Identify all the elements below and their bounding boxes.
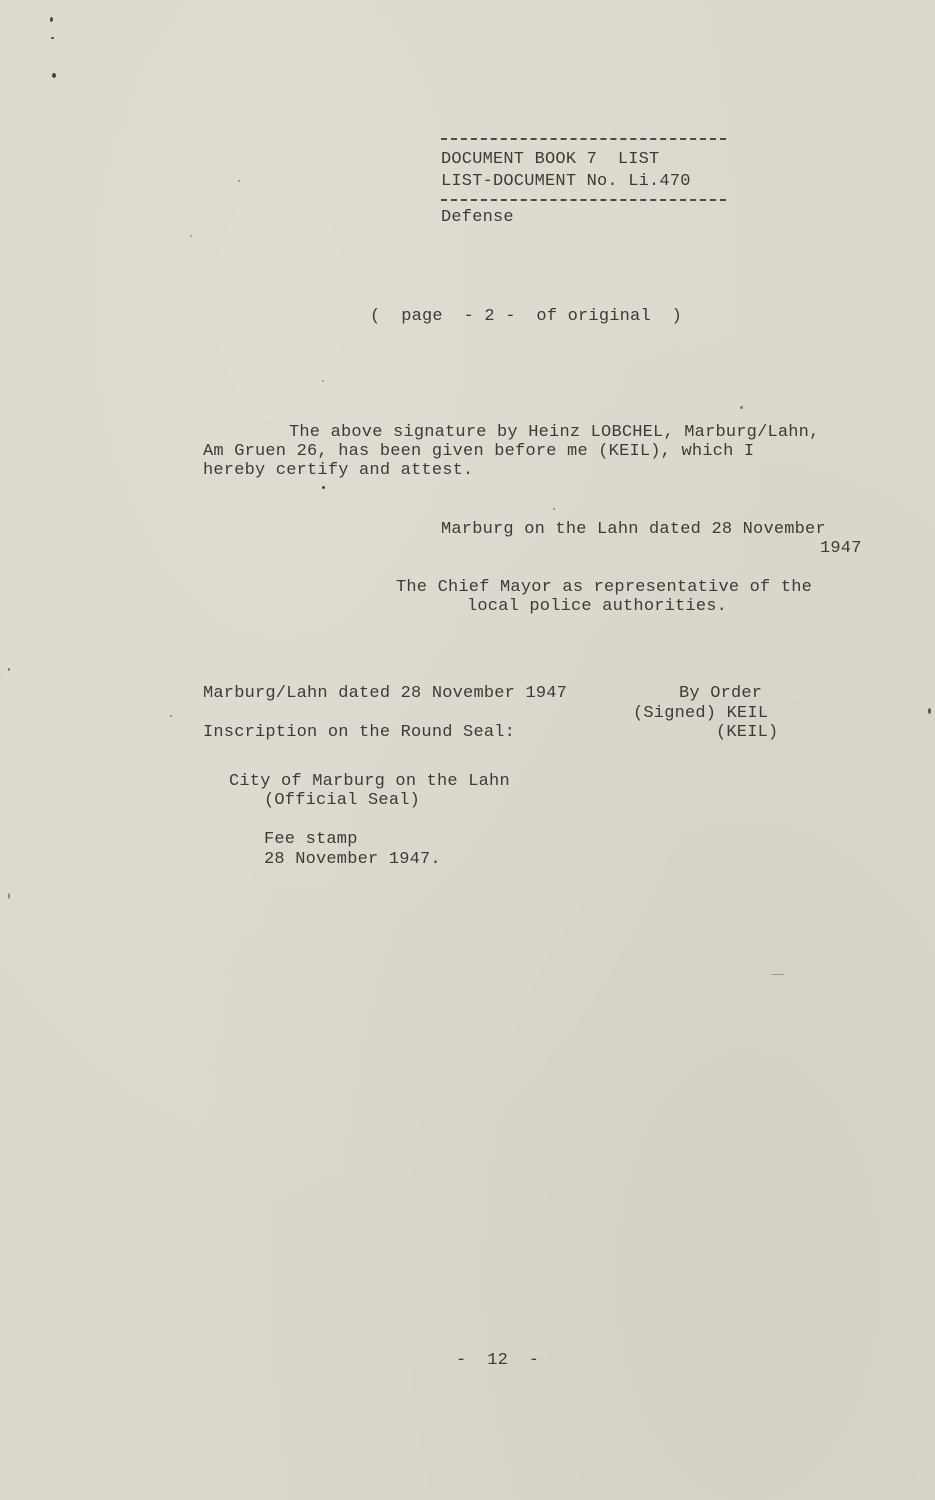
- page-number: - 12 -: [456, 1351, 540, 1370]
- margin-mark: [51, 37, 54, 39]
- certification-line-2: Am Gruen 26, has been given before me (KEIL), which I: [203, 442, 755, 461]
- margin-mark: [238, 180, 240, 182]
- lower-left-date: Marburg/Lahn dated 28 November 1947: [203, 684, 568, 703]
- authority-line-2: local police authorities.: [467, 597, 728, 616]
- signature-signed: (Signed) KEIL: [633, 704, 769, 723]
- margin-mark: [50, 17, 53, 22]
- margin-mark: [190, 235, 192, 237]
- margin-mark: [8, 893, 10, 899]
- margin-mark: [170, 715, 172, 717]
- margin-mark: [52, 73, 56, 78]
- fee-stamp-line-1: Fee stamp: [264, 830, 358, 849]
- header-section: Defense: [441, 208, 514, 227]
- signature-by-order: By Order: [679, 684, 763, 703]
- header-bottom-rule: [441, 199, 726, 201]
- place-date-line-2: 1947: [820, 539, 862, 558]
- seal-inscription-label: Inscription on the Round Seal:: [203, 723, 516, 742]
- authority-line-1: The Chief Mayor as representative of the: [396, 578, 813, 597]
- header-line-1: DOCUMENT BOOK 7 LIST: [441, 150, 660, 169]
- margin-mark: [740, 406, 743, 409]
- certification-line-3: hereby certify and attest.: [203, 461, 474, 480]
- margin-mark: [322, 380, 324, 382]
- margin-mark: [322, 486, 325, 489]
- place-date-line-1: Marburg on the Lahn dated 28 November: [441, 520, 826, 539]
- margin-mark: [553, 508, 555, 510]
- fee-stamp-line-2: 28 November 1947.: [264, 850, 441, 869]
- seal-line-1: City of Marburg on the Lahn: [229, 772, 510, 791]
- header-top-rule: [441, 138, 726, 140]
- seal-line-2: (Official Seal): [264, 791, 421, 810]
- margin-mark: [928, 708, 931, 714]
- margin-mark: [8, 668, 10, 671]
- signature-name: (KEIL): [716, 723, 779, 742]
- margin-mark: [772, 974, 784, 975]
- certification-line-1: The above signature by Heinz LOBCHEL, Marburg/Lahn,: [289, 423, 820, 442]
- page-note: ( page - 2 - of original ): [370, 307, 683, 326]
- header-line-2: LIST-DOCUMENT No. Li.470: [441, 172, 691, 191]
